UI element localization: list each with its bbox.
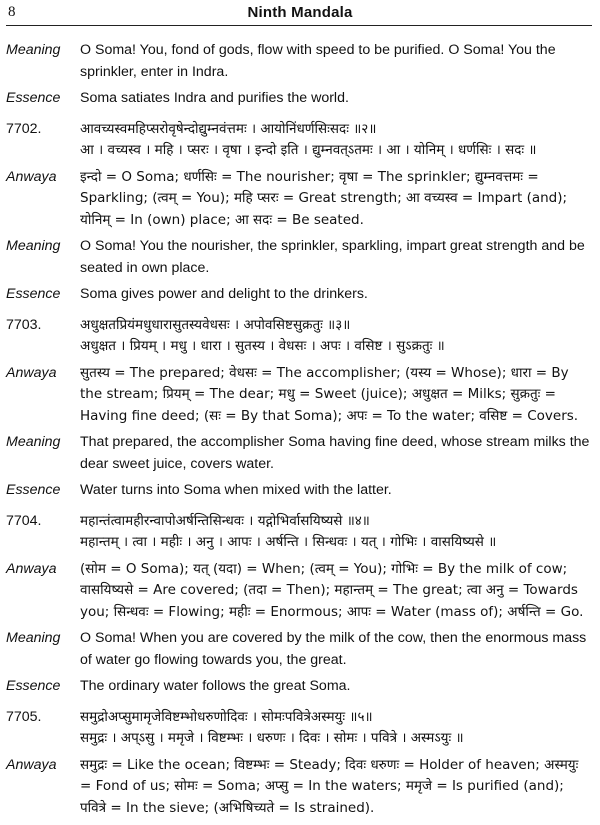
essence-text: Water turns into Soma when mixed with the latter.	[80, 482, 392, 498]
verse-number: 7703.	[6, 316, 42, 333]
anwaya-row	[0, 167, 600, 232]
meaning-label: Meaning	[6, 238, 61, 254]
sanskrit-verse: अधुक्षतप्रियंमधुधारासुतस्यवेधसः । अपोवसिष्टसुक्रतुः ॥३॥	[80, 316, 351, 333]
meaning-label: Meaning	[6, 434, 61, 450]
verse-row	[0, 511, 600, 554]
anwaya-label: Anwaya	[6, 168, 57, 185]
running-head: Ninth Mandala	[247, 4, 353, 21]
meaning-text: That prepared, the accomplisher Soma having fine deed, whose stream milks the dear sweet juice, covers water.	[80, 434, 590, 472]
essence-label: Essence	[6, 678, 61, 694]
verse-row	[0, 707, 600, 750]
meaning-label: Meaning	[6, 630, 61, 646]
meaning-text: O Soma! When you are covered by the milk of the cow, then the enormous mass of water go flowing towards you, the great.	[80, 630, 587, 668]
essence-row	[0, 676, 600, 698]
sanskrit-verse: समुद्रोअप्सुमामृजेविष्टम्भोधरुणोदिवः । सोमःपवित्रेअस्मयुः ॥५॥	[80, 708, 373, 725]
page-content	[0, 40, 600, 824]
verse-number: 7704.	[6, 512, 42, 529]
page-number: 8	[8, 4, 16, 20]
sanskrit-verse: आवच्यस्वमहिप्सरोवृषेन्दोद्युम्नवंत्तमः । आयोनिंधर्णसिःसदः ॥२॥	[80, 120, 377, 137]
padapatha-text: महान्तम् । त्वा । महीः । अनु । आपः । अर्षन्ति । सिन्धवः । यत् । गोभिः । वासयिष्यसे ॥	[80, 534, 497, 550]
essence-row	[0, 284, 600, 306]
anwaya-text: इन्दो = O Soma; धर्णसिः = The nourisher; वृषा = The sprinkler; द्युम्नवत्तमः = Sparkling; (त्वम् = You); महि प्सरः = Great strength; आ वच्यस्व = Impart (and); योनिम् = In (own) place; आ सदः = Be seated.	[80, 168, 568, 228]
essence-text: Soma satiates Indra and purifies the world.	[80, 90, 349, 106]
anwaya-label: Anwaya	[6, 560, 57, 577]
verse-number: 7705.	[6, 708, 42, 725]
anwaya-row	[0, 559, 600, 624]
essence-label: Essence	[6, 90, 61, 106]
anwaya-text: समुद्रः = Like the ocean; विष्टम्भः = Steady; दिवः धरुणः = Holder of heaven; अस्मयुः = Fond of us; सोमः = Soma; अप्सु = In the waters; ममृजे = Is purified (and); पवित्रे = In the sieve; (अभिषिच्यते = Is strained).	[80, 756, 579, 816]
anwaya-text: सुतस्य = The prepared; वेधसः = The accomplisher; (यस्य = Whose); धारा = By the stream; प्रियम् = The dear; मधु = Sweet (juice); अधुक्षत = Milks; सुक्रतुः = Having fine deed; (सः = By that Soma); अपः = To the water; वसिष्ट = Covers.	[80, 364, 579, 424]
verse-row	[0, 315, 600, 358]
padapatha-text: समुद्रः । अप्ऽसु । ममृजे । विष्टम्भः । धरुणः । दिवः । सोमः । पवित्रे । अस्मऽयुः ॥	[80, 730, 464, 746]
header-rule	[6, 25, 592, 26]
essence-row	[0, 480, 600, 502]
verse-number: 7702.	[6, 120, 42, 137]
intro-meaning-row	[0, 40, 600, 83]
padapatha-text: आ । वच्यस्व । महि । प्सरः । वृषा । इन्दो इति । द्युम्नवत्ऽतमः । आ । योनिम् । धर्णसिः । सदः ॥	[80, 142, 537, 158]
padapatha-text: अधुक्षत । प्रियम् । मधु । धारा । सुतस्य । वेधसः । अपः । वसिष्ट । सुऽक्रतुः ॥	[80, 338, 445, 354]
meaning-row	[0, 628, 600, 671]
essence-label: Essence	[6, 286, 61, 302]
meaning-row	[0, 236, 600, 279]
essence-label: Essence	[6, 482, 61, 498]
verse-row	[0, 119, 600, 162]
meaning-text: O Soma! You the nourisher, the sprinkler, sparkling, impart great strength and be seated in own place.	[80, 238, 585, 276]
anwaya-text: (सोम = O Soma); यत् (यदा) = When; (त्वम् = You); गोभिः = By the milk of cow; वासयिष्यसे = Are covered; (तदा = Then); महान्तम् = The great; त्वा अनु = Towards you; सिन्धवः = Flowing; महीः = Enormous; आपः = Water (mass of); अर्षन्ति = Go.	[80, 560, 584, 620]
essence-text: Soma gives power and delight to the drinkers.	[80, 286, 368, 302]
sanskrit-verse: महान्तंत्वामहीरन्वापोअर्षन्तिसिन्धवः । यद्गोभिर्वासयिष्यसे ॥४॥	[80, 512, 370, 529]
meaning-text: O Soma! You, fond of gods, flow with speed to be purified. O Soma! You the sprinkler, enter in Indra.	[80, 42, 556, 80]
anwaya-label: Anwaya	[6, 364, 57, 381]
intro-essence-row	[0, 88, 600, 110]
anwaya-row	[0, 755, 600, 820]
anwaya-row	[0, 363, 600, 428]
anwaya-label: Anwaya	[6, 756, 57, 773]
meaning-row	[0, 432, 600, 475]
meaning-label: Meaning	[6, 42, 61, 58]
essence-text: The ordinary water follows the great Soma.	[80, 678, 351, 694]
